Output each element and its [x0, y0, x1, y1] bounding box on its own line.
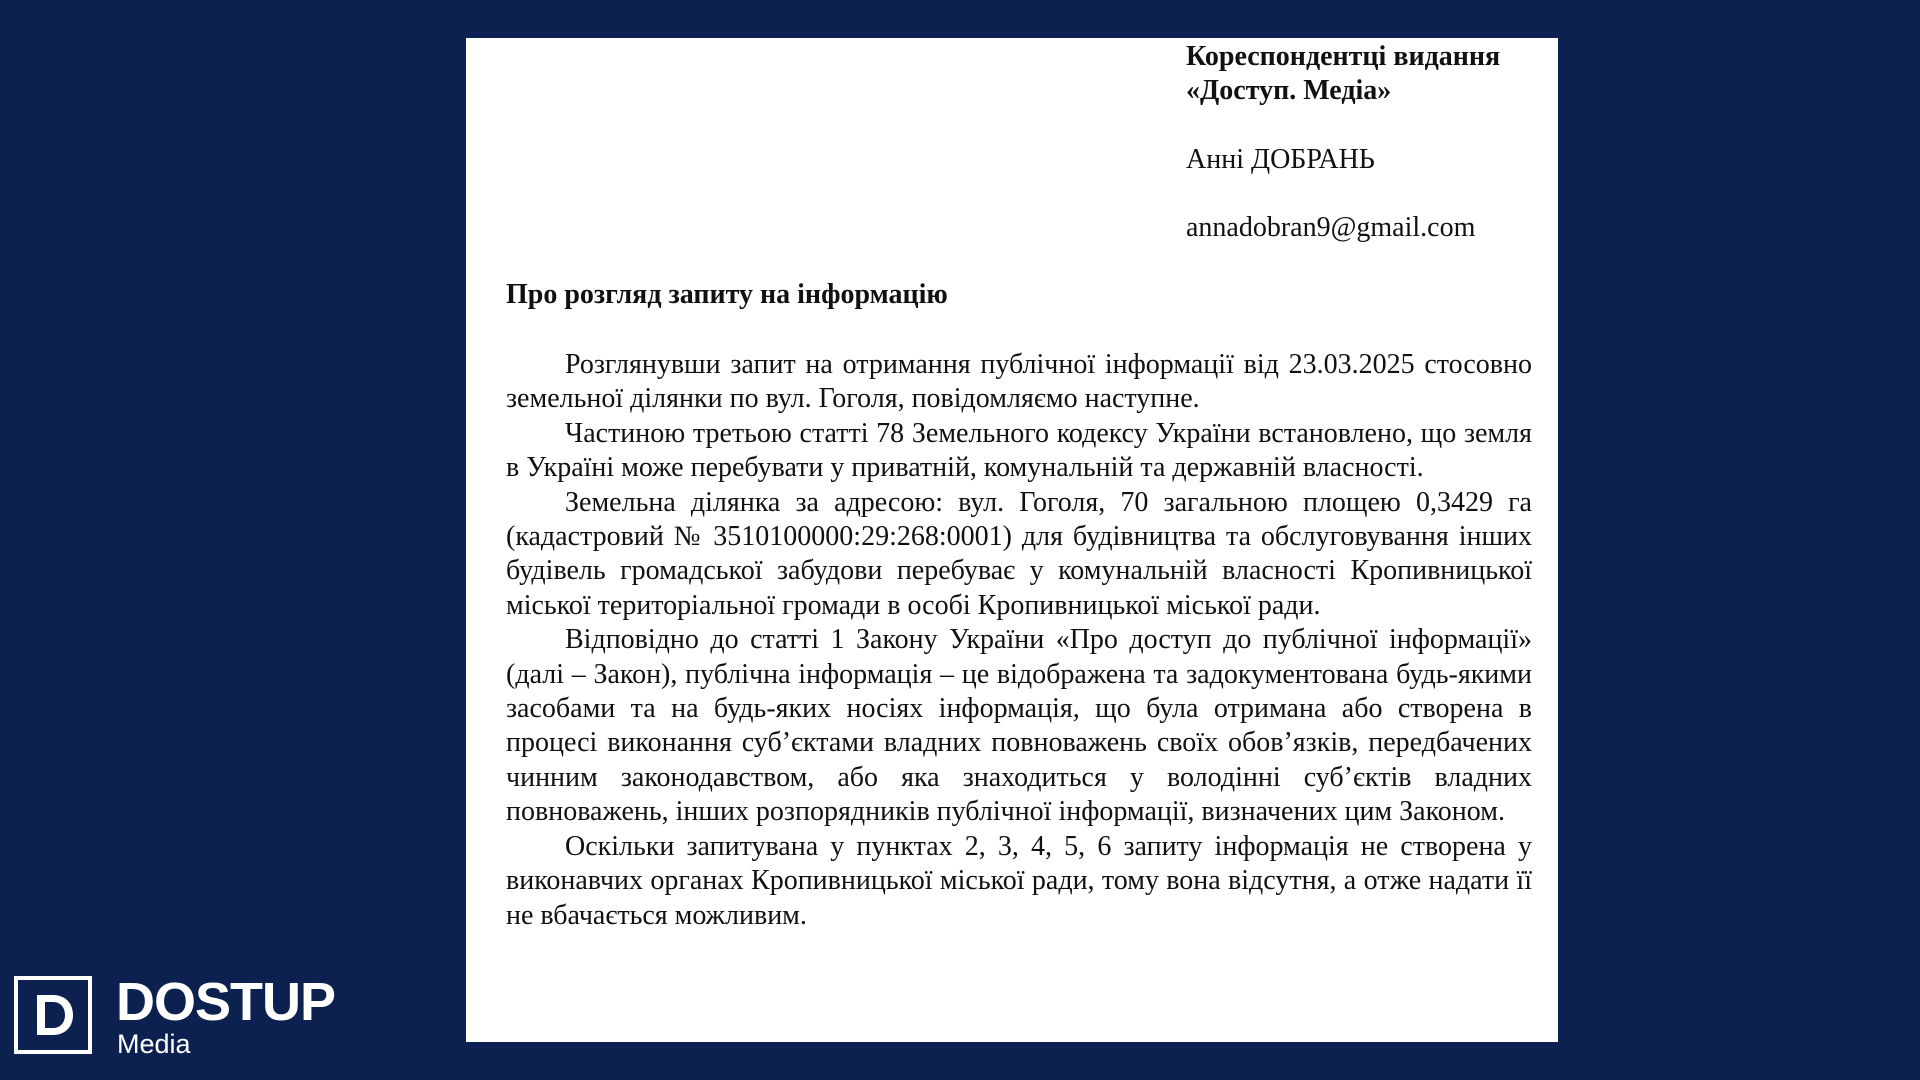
- body-paragraph: Відповідно до статті 1 Закону України «Про доступ до публічної інформації» (далі – Закон), публічна інформація – це відображена та задокументована будь-якими засобами та на будь-яких носіях інформація, що була отримана або створена в процесі виконання суб’єктами владних повноважень своїх обов’язків, передбачених чинним законодавством, або яка знаходиться у володінні суб’єктів владних повноважень, інших розпорядників публічної інформації, визначених цим Законом.: [506, 624, 1532, 828]
- logo-subtitle: Media: [117, 1029, 191, 1059]
- logo-d-icon: [14, 976, 92, 1054]
- addressee-name: Анні ДОБРАНЬ: [1186, 143, 1375, 175]
- spacer: [1186, 109, 1546, 143]
- body-paragraph: Земельна ділянка за адресою: вул. Гоголя, 70 загальною площею 0,3429 га (кадастровий № 3510100000:29:268:0001) для будівництва та обслуговування інших будівель громадської забудови перебуває у комунальній власності Кропивницької міської територіальної громади в особі Кропивницької міської ради.: [506, 486, 1532, 621]
- spacer: [1186, 177, 1546, 211]
- body-paragraph: Розглянувши запит на отримання публічної інформації від 23.03.2025 стосовно земельної ділянки по вул. Гоголя, повідомляємо наступне.: [506, 349, 1532, 415]
- letter-subject: Про розгляд запиту на інформацію: [506, 279, 948, 310]
- logo-wordmark: DOSTUP: [116, 972, 336, 1032]
- addressee-block: [1186, 40, 1546, 246]
- addressee-email: annadobran9@gmail.com: [1186, 212, 1476, 244]
- document-page: [466, 38, 1558, 1042]
- body-paragraph: Частиною третьою статті 78 Земельного кодексу України встановлено, що земля в Україні може перебувати у приватній, комунальній та державній власності.: [506, 417, 1532, 484]
- addressee-organization-line-2: «Доступ. Медіа»: [1186, 75, 1392, 107]
- letter-body: [506, 348, 1532, 933]
- body-paragraph: Оскільки запитувана у пунктах 2, 3, 4, 5, 6 запиту інформація не створена у виконавчих органах Кропивницької міської ради, тому вона відсутня, а отже надати її не вбачається можливим.: [506, 830, 1532, 931]
- addressee-organization-line-1: Кореспондентці видання: [1186, 41, 1501, 72]
